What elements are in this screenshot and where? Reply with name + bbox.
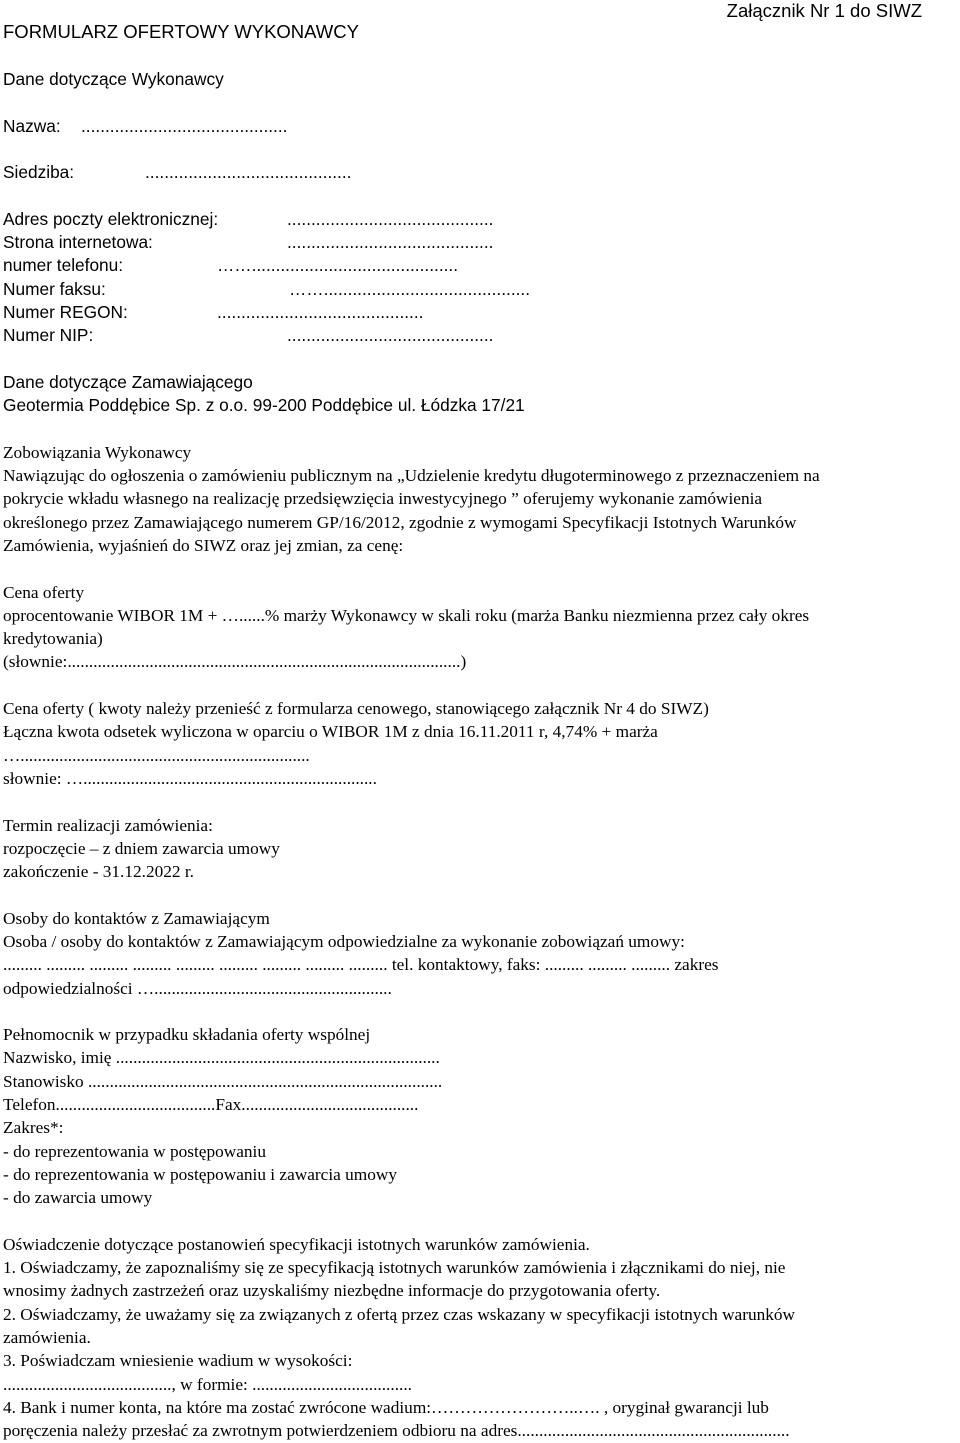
offer-price-line: kredytowania) — [3, 629, 103, 649]
contractor-name-label: Nazwa: — [3, 115, 61, 136]
fax-value[interactable]: ……........................................... — [289, 278, 531, 299]
deposit-fill-line[interactable]: ......................................., w formie: ..................................... — [3, 1374, 412, 1394]
proxy-scope-item: - do reprezentowania w postępowaniu i zawarcia umowy — [3, 1164, 397, 1184]
phone-label: numer telefonu: — [3, 255, 124, 276]
declaration-line: zamówienia. — [3, 1328, 91, 1348]
contractor-phone-row — [3, 254, 958, 277]
declaration-line: 1. Oświadczamy, że zapoznaliśmy się ze specyfikacją istotnych warunków zamówienia i złącznikami do niej, nie — [3, 1258, 786, 1278]
proxy-scope-item: - do zawarcia umowy — [3, 1188, 153, 1208]
phone-value[interactable]: ……........................................... — [217, 255, 459, 276]
proxy-name[interactable]: Nazwisko, imię ........................................................................... — [3, 1048, 440, 1068]
offer-price-in-words[interactable]: (słownie:...........................................................................................) — [3, 652, 467, 672]
obligations-heading: Zobowiązania Wykonawcy — [3, 442, 192, 462]
website-value[interactable]: ........................................... — [287, 232, 494, 253]
proxy-scope-item: - do reprezentowania w postępowaniu — [3, 1141, 266, 1161]
contacts-heading: Osoby do kontaktów z Zamawiającym — [3, 908, 270, 928]
declaration-line: 3. Poświadczam wniesienie wadium w wysokości: — [3, 1351, 353, 1371]
declaration-heading: Oświadczenie dotyczące postanowień specyfikacji istotnych warunków zamówienia. — [3, 1234, 590, 1254]
form-title: FORMULARZ OFERTOWY WYKONAWCY — [3, 21, 359, 42]
obligations-line: Nawiązując do ogłoszenia o zamówieniu publicznym na „Udzielenie kredytu długoterminowego z przeznaczeniem na — [3, 466, 820, 486]
contractor-regon-row — [3, 301, 958, 324]
contractor-heading: Dane dotyczące Wykonawcy — [3, 69, 224, 89]
email-value[interactable]: ........................................... — [287, 208, 494, 229]
contractor-fax-row — [3, 278, 958, 301]
contractor-email-row — [3, 208, 958, 231]
contractor-nip-row — [3, 324, 958, 347]
proxy-phone-fax[interactable]: Telefon.....................................Fax......................................... — [3, 1095, 419, 1115]
ordering-party-details: Geotermia Poddębice Sp. z o.o. 99-200 Poddębice ul. Łódzka 17/21 — [3, 395, 525, 416]
contractor-seat-row — [3, 161, 958, 184]
contacts-line: Osoba / osoby do kontaktów z Zamawiającym odpowiedzialne za wykonanie zobowiązań umowy: — [3, 931, 685, 951]
proxy-position[interactable]: Stanowisko .................................................................................. — [3, 1071, 443, 1091]
obligations-line: określonego przez Zamawiającego numerem GP/16/2012, zgodnie z wymogami Specyfikacji Istotnych Warunków — [3, 512, 797, 532]
form-header — [3, 0, 958, 46]
regon-label: Numer REGON: — [3, 301, 128, 322]
website-label: Strona internetowa: — [3, 232, 153, 253]
proxy-scope-label: Zakres*: — [3, 1118, 64, 1138]
proxy-heading: Pełnomocnik w przypadku składania oferty wspólnej — [3, 1025, 371, 1045]
contacts-fill-line[interactable]: ......... ......... ......... ......... ......... ......... ......... ......... ......... tel. kontaktowy, faks: ......... ......... ......... zakres — [3, 955, 719, 975]
contractor-seat-label: Siedziba: — [3, 162, 75, 183]
declaration-line: 4. Bank i numer konta, na które ma zostać zwrócone wadium:……………………..…. , oryginał gwarancji lub — [3, 1397, 769, 1417]
offer-price-heading: Cena oferty — [3, 582, 85, 602]
ordering-party-heading: Dane dotyczące Zamawiającego — [3, 371, 253, 392]
offer-price-line[interactable]: oprocentowanie WIBOR 1M + …......% marży Wykonawcy w skali roku (marża Banku niezmienna przez cały okres — [3, 605, 810, 625]
nip-value[interactable]: ........................................... — [287, 325, 494, 346]
contractor-name-value[interactable]: ........................................... — [81, 115, 288, 136]
obligations-line: pokrycie wkładu własnego na realizację przedsięwzięcia inwestycyjnego ” oferujemy wykonanie zamówienia — [3, 489, 763, 509]
nip-label: Numer NIP: — [3, 325, 94, 346]
regon-value[interactable]: ........................................... — [217, 301, 424, 322]
email-label: Adres poczty elektronicznej: — [3, 208, 219, 229]
offer-amount-line: Łączna kwota odsetek wyliczona w oparciu o WIBOR 1M z dnia 16.11.2011 r, 4,74% + marża — [3, 722, 658, 742]
offer-amount-in-words[interactable]: słownie: ….................................................................... — [3, 768, 377, 788]
attachment-label: Załącznik Nr 1 do SIWZ — [726, 0, 922, 21]
obligations-line: Zamówienia, wyjaśnień do SIWZ oraz jej zmian, za cenę: — [3, 535, 404, 555]
declaration-line: wnosimy żadnych zastrzeżeń oraz uzyskaliśmy niezbędne informacje do przygotowania oferty. — [3, 1281, 661, 1301]
deadline-start: rozpoczęcie – z dniem zawarcia umowy — [3, 838, 280, 858]
declaration-line: 2. Oświadczamy, że uważamy się za związanych z ofertą przez czas wskazany w specyfikacji istotnych warunków — [3, 1304, 796, 1324]
declaration-line: poręczenia należy przesłać za zwrotnym potwierdzeniem odbioru na adres............................................................... — [3, 1421, 790, 1441]
offer-amount-value[interactable]: …................................................................... — [3, 745, 310, 765]
offer-form-page — [3, 0, 958, 1443]
contractor-name-row — [3, 115, 958, 138]
contractor-seat-value[interactable]: ........................................... — [145, 162, 352, 183]
contractor-website-row — [3, 231, 958, 254]
deadline-heading: Termin realizacji zamówienia: — [3, 815, 213, 835]
deadline-end: zakończenie - 31.12.2022 r. — [3, 862, 194, 882]
contacts-responsibility[interactable]: odpowiedzialności …....................................................... — [3, 978, 392, 998]
fax-label: Numer faksu: — [3, 278, 106, 299]
offer-amount-line: Cena oferty ( kwoty należy przenieść z formularza cenowego, stanowiącego załącznik Nr 4 do SIWZ) — [3, 699, 709, 719]
